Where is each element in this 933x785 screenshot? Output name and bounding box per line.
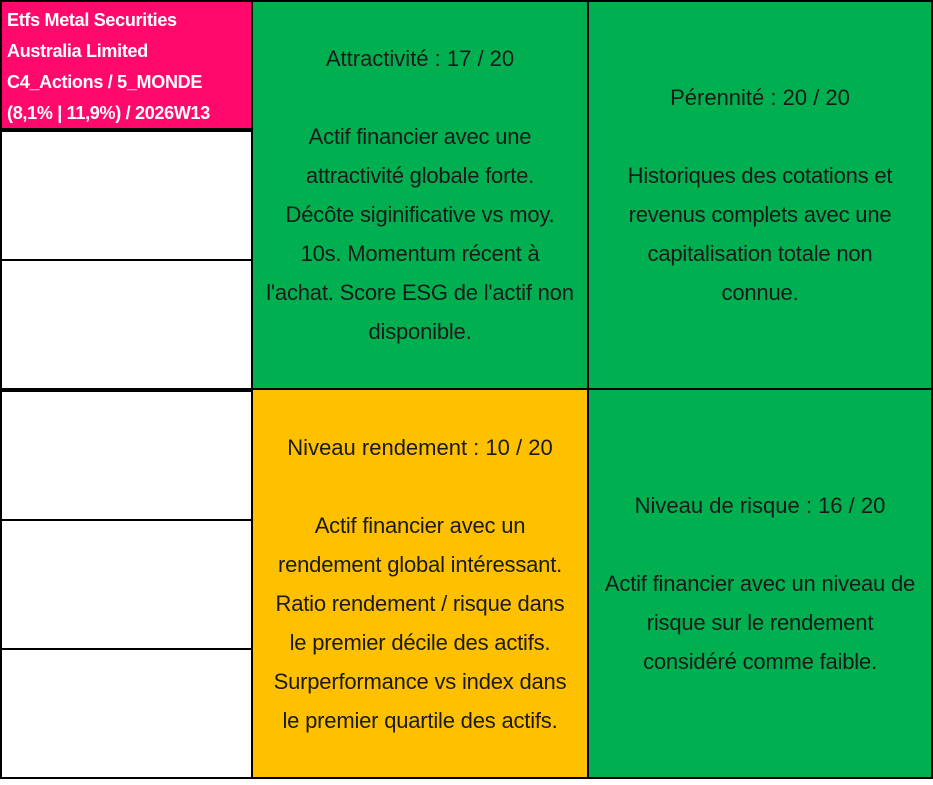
blank-cell [0, 259, 253, 390]
risque-card [587, 388, 933, 779]
attractivite-card [251, 0, 589, 390]
rendement-score: Niveau rendement : 10 / 20 [287, 434, 553, 460]
asset-title-line: Etfs Metal Securities [7, 10, 177, 30]
asset-title-line: Australia Limited [7, 41, 148, 61]
asset-stats-line: (8,1% | 11,9%) / 2026W13 [7, 103, 210, 123]
blank-cell [0, 390, 253, 521]
card-description-line: Actif financier avec un niveau de [604, 571, 916, 596]
asset-category-line: C4_Actions / 5_MONDE [7, 72, 203, 92]
blank-cell [0, 130, 253, 261]
card-description-line: rendement global intéressant. [277, 551, 563, 577]
perennite-card [587, 0, 933, 390]
blank-cell [0, 648, 253, 779]
card-description-line: risque sur le rendement [646, 610, 874, 635]
risque-score: Niveau de risque : 16 / 20 [634, 493, 886, 518]
rendement-card [251, 388, 589, 779]
card-description-line: Décôte siginificative vs moy. [285, 202, 555, 227]
asset-title-cell [0, 0, 253, 130]
card-description-line: capitalisation totale non [647, 241, 873, 266]
card-description-line: Ratio rendement / risque dans [275, 590, 565, 616]
card-description-line: l'achat. Score ESG de l'actif non [266, 280, 574, 305]
card-description-line: disponible. [368, 319, 472, 344]
card-description-line: Actif financier avec un [314, 512, 526, 538]
card-description-line: considéré comme faible. [643, 649, 877, 674]
card-description-line: le premier décile des actifs. [289, 629, 551, 655]
card-description-line: le premier quartile des actifs. [282, 707, 558, 733]
card-description-line: Surperformance vs index dans [273, 668, 567, 694]
card-description-line: revenus complets avec une [628, 202, 892, 227]
card-description-line: attractivité globale forte. [305, 163, 535, 188]
perennite-score: Pérennité : 20 / 20 [670, 85, 850, 110]
card-description-line: 10s. Momentum récent à [300, 241, 540, 266]
card-description-line: Actif financier avec une [308, 124, 532, 149]
attractivite-score: Attractivité : 17 / 20 [325, 46, 515, 71]
blank-cell [0, 519, 253, 650]
card-description-line: Historiques des cotations et [627, 163, 893, 188]
card-description-line: connue. [721, 280, 799, 305]
